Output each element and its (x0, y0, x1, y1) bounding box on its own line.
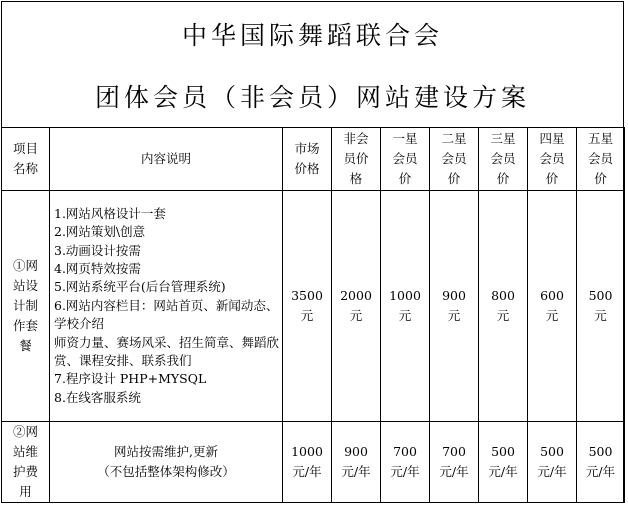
price-star5-design: 500元 (577, 191, 625, 422)
price-star4-maintenance: 500元/年 (528, 422, 577, 503)
table-header-row (2, 128, 625, 191)
header-star1-price: 一星会员价 (381, 128, 430, 191)
price-nonmember-design: 2000元 (332, 191, 381, 422)
list-item: 5.网站系统平台(后台管理系统) (54, 279, 226, 295)
maintenance-content-cell (50, 422, 283, 503)
design-content-cell (50, 191, 283, 422)
maintenance-desc-line2: （不包括整体架构修改） (97, 464, 235, 479)
price-nonmember-maintenance: 900元/年 (332, 422, 381, 503)
document-sheet (1, 1, 624, 503)
row-name-design: ①网站设计制作套餐 (2, 191, 50, 422)
table-row (2, 422, 625, 503)
price-star3-design: 800元 (479, 191, 528, 422)
header-star2-price: 二星会员价 (430, 128, 479, 191)
list-item: 师资力量、赛场风采、招生简章、舞蹈欣赏、课程安排、联系我们 (54, 334, 280, 369)
price-star1-maintenance: 700元/年 (381, 422, 430, 503)
title-plan: 团体会员（非会员）网站建设方案 (94, 83, 530, 112)
price-star2-maintenance: 700元/年 (430, 422, 479, 503)
list-item: 3.动画设计按需 (54, 242, 141, 258)
header-star3-price: 三星会员价 (479, 128, 528, 191)
list-item: 6.网站内容栏目：网站首页、新闻动态、学校介绍 (54, 297, 279, 332)
price-star1-design: 1000元 (381, 191, 430, 422)
price-star3-maintenance: 500元/年 (479, 422, 528, 503)
price-market-maintenance: 1000元/年 (283, 422, 332, 503)
price-star4-design: 600元 (528, 191, 577, 422)
list-item: 2.网站策划\创意 (54, 224, 146, 240)
header-item-name: 项目名称 (2, 128, 50, 191)
list-item: 4.网页特效按需 (54, 260, 141, 276)
price-star2-design: 900元 (430, 191, 479, 422)
maintenance-desc-line1: 网站按需维护,更新 (114, 444, 218, 459)
header-market-price: 市场价格 (283, 128, 332, 191)
price-market-design: 3500元 (283, 191, 332, 422)
header-star4-price: 四星会员价 (528, 128, 577, 191)
row-name-maintenance: ②网站维护费用 (2, 422, 50, 503)
header-nonmember-price: 非会员价格 (332, 128, 381, 191)
title-block (2, 2, 623, 127)
title-organization: 中华国际舞蹈联合会 (181, 21, 443, 50)
pricing-table (1, 127, 625, 503)
header-description: 内容说明 (50, 128, 283, 191)
price-star5-maintenance: 500元/年 (577, 422, 625, 503)
list-item: 8.在线客服系统 (54, 389, 141, 405)
list-item: 1.网站风格设计一套 (54, 205, 166, 221)
header-star5-price: 五星会员价 (577, 128, 625, 191)
list-item: 7.程序设计 PHP+MYSQL (54, 371, 207, 387)
table-row (2, 191, 625, 422)
